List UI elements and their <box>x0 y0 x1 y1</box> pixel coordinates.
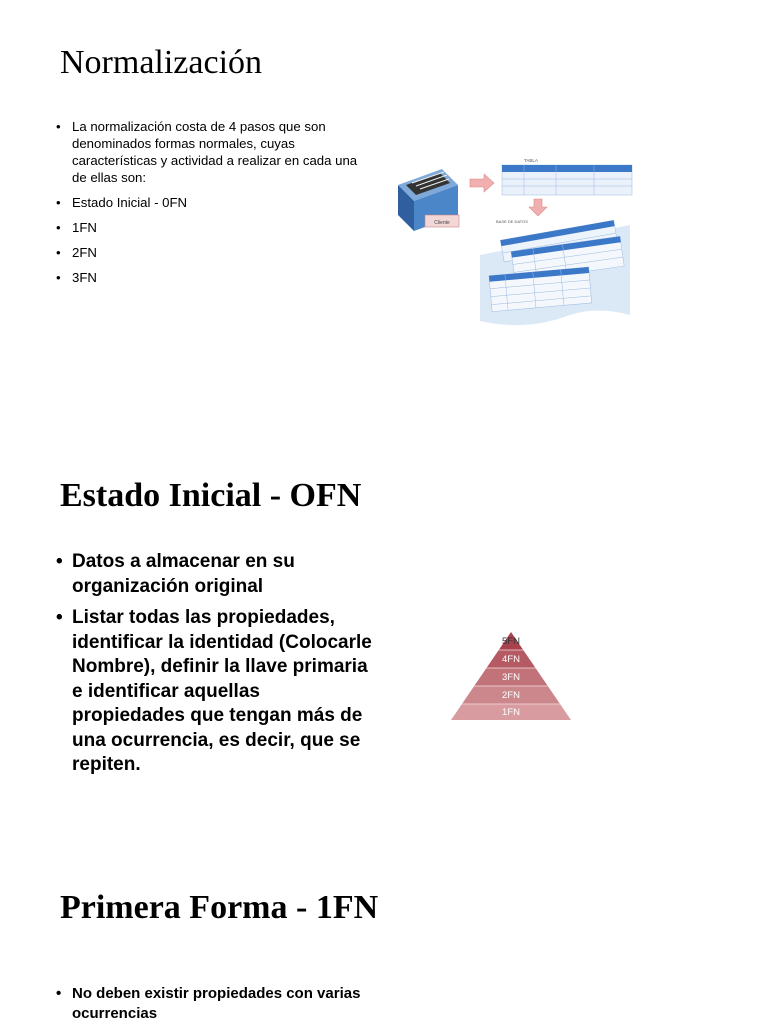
bullet-item: • Listar todas las propiedades, identificar la identidad (Colocarle Nombre), definir la llave primaria e identificar aquellas propiedades que tengan más de una ocurrencia, es decir, que se repiten. <box>58 606 378 778</box>
file-cabinet-icon <box>398 169 459 231</box>
bullet-item: • No deben existir propiedades con varias ocurrencias <box>58 984 378 1024</box>
pyramid-label: 1FN <box>502 707 520 718</box>
bullet-item: • 2FN <box>58 244 363 261</box>
bullet-item: • Datos a almacenar en su organización original <box>58 550 378 599</box>
bullet-item: • 1FN <box>58 219 363 236</box>
database-label: BASE DE DATOS <box>496 219 528 224</box>
table-label: TABLA <box>524 158 538 163</box>
database-illustration <box>384 155 634 330</box>
bullet-item: • 3FN <box>58 269 363 286</box>
pyramid-label: 5FN <box>502 636 520 647</box>
pyramid-label: 4FN <box>502 654 520 665</box>
normal-forms-pyramid <box>448 630 574 724</box>
bullet-list <box>58 984 378 1024</box>
pyramid-label: 3FN <box>502 672 520 683</box>
slide-title: Primera Forma - 1FN <box>60 889 379 926</box>
bullet-list <box>58 118 363 294</box>
pyramid-label: 2FN <box>502 690 520 701</box>
bullet-item: • La normalización costa de 4 pasos que son denominados formas normales, cuyas características y actividad a realizar en cada una de ellas son: <box>58 118 363 186</box>
bullet-list <box>58 550 378 785</box>
bullet-item: • Estado Inicial - 0FN <box>58 194 363 211</box>
cabinet-label: Cliente <box>434 220 450 226</box>
slide-title: Normalización <box>60 44 263 81</box>
slide-title: Estado Inicial - OFN <box>60 477 362 514</box>
